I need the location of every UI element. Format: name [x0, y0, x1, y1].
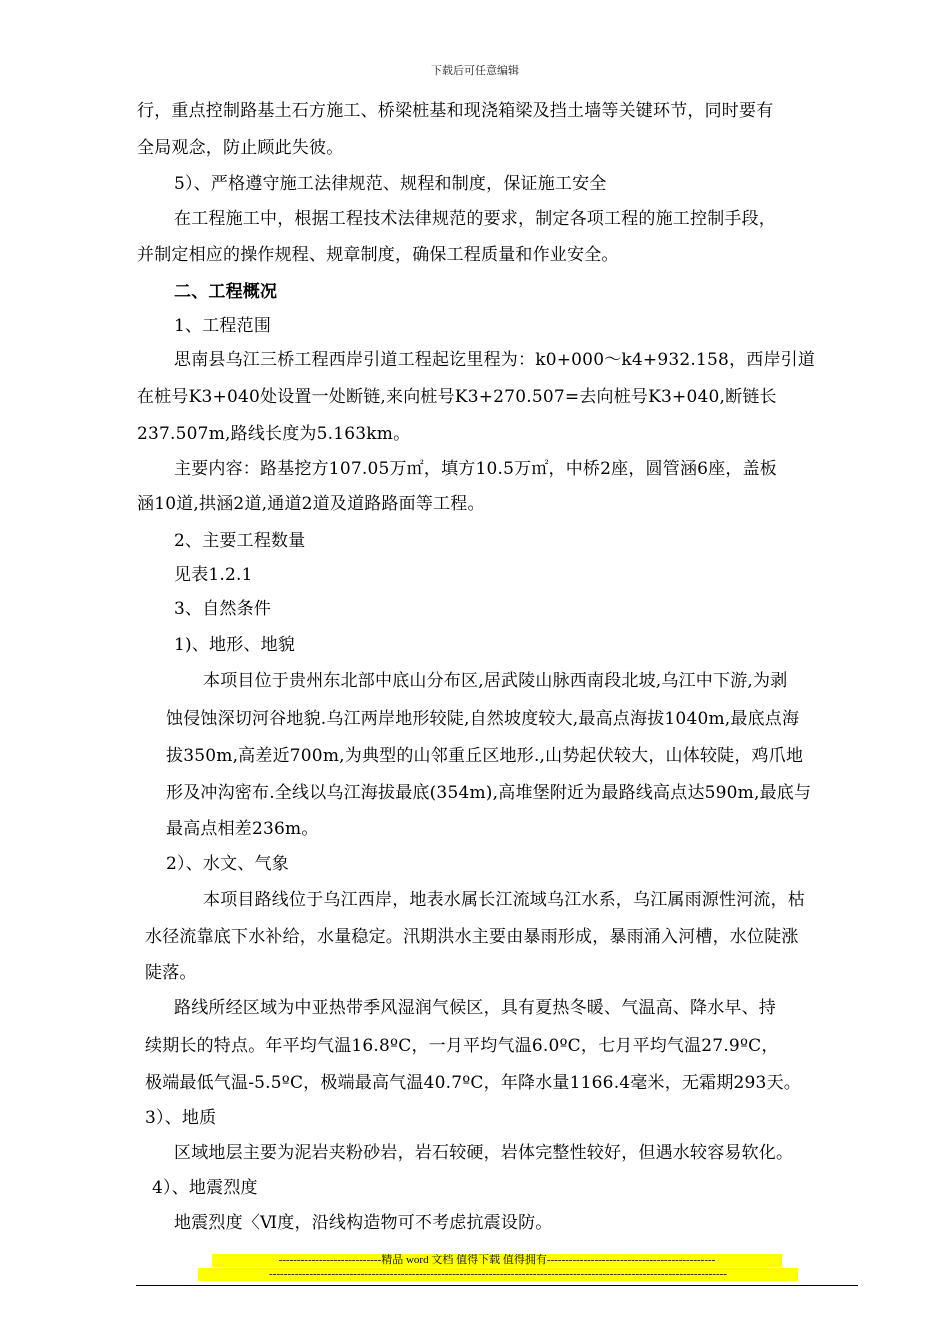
- body-line: 思南县乌江三桥工程西岸引道工程起讫里程为：k0+000～k4+932.158，西岸引道: [174, 350, 816, 370]
- subsection-heading: 2）、水文、气象: [166, 854, 289, 874]
- body-line: 在桩号K3+040处设置一处断链,来向桩号K3+270.507=去向桩号K3+040,断链长: [137, 387, 777, 407]
- body-line: 极端最低气温-5.5ºC，极端最高气温40.7ºC，年降水量1166.4毫米，无霜期293天。: [145, 1073, 801, 1093]
- subsection-heading: 1)、地形、地貌: [174, 635, 296, 655]
- body-line: 拔350m,高差近700m,为典型的山邻重丘区地形.,山势起伏较大，山体较陡，鸡爪地: [166, 746, 804, 766]
- body-line: 地震烈度〈Ⅵ度，沿线构造物可不考虑抗震设防。: [174, 1213, 553, 1233]
- body-line: 续期长的特点。年平均气温16.8ºC，一月平均气温6.0ºC，七月平均气温27.9ºC，: [145, 1036, 779, 1056]
- subsection-heading: 3）、地质: [145, 1108, 217, 1128]
- body-line: 区域地层主要为泥岩夹粉砂岩，岩石较硬，岩体完整性较好，但遇水较容易软化。: [174, 1143, 794, 1163]
- section-heading: 二、工程概况: [174, 282, 278, 302]
- footer-rule: [136, 1285, 858, 1286]
- body-line: 蚀侵蚀深切河谷地貌.乌江两岸地形较陡,自然坡度较大,最高点海拔1040m,最底点海: [166, 709, 800, 729]
- subsection-heading: 2、主要工程数量: [174, 531, 306, 551]
- body-line: 路线所经区域为中亚热带季风湿润气候区，具有夏热冬暖、气温高、降水早、持: [174, 998, 776, 1018]
- body-line: 涵10道,拱涵2道,通道2道及道路路面等工程。: [137, 494, 485, 514]
- body-line: 形及冲沟密布.全线以乌江海拔最底(354m),高堆堡附近为最路线高点达590m,最底与: [166, 783, 812, 803]
- body-line: 见表1.2.1: [174, 565, 253, 585]
- subsection-heading: 4）、地震烈度: [152, 1178, 258, 1198]
- body-line: 行，重点控制路基土石方施工、桥梁桩基和现浇箱梁及挡土墙等关键环节，同时要有: [137, 101, 774, 121]
- body-line: 本项目路线位于乌江西岸，地表水属长江流域乌江水系，乌江属雨源性河流，枯: [203, 890, 805, 910]
- subsection-heading: 3、自然条件: [174, 599, 272, 619]
- header-note: 下载后可任意编辑: [431, 64, 519, 77]
- body-line: 在工程施工中，根据工程技术法律规范的要求，制定各项工程的施工控制手段，: [174, 209, 776, 229]
- footer-dashes: -----------------------------------------------------------------------------------------------------------------------------: [198, 1268, 798, 1281]
- footer-banner: ----------------------------精品 word 文档 值得下载 值得拥有----------------------------------------------: [212, 1254, 782, 1267]
- body-line: 陡落。: [145, 963, 197, 983]
- body-line: 本项目位于贵州东北部中底山分布区,居武陵山脉西南段北坡,乌江中下游,为剥: [203, 671, 788, 691]
- body-line: 水径流靠底下水补给，水量稳定。汛期洪水主要由暴雨形成，暴雨涌入河槽，水位陡涨: [145, 927, 799, 947]
- body-line: 237.507m,路线长度为5.163km。: [137, 424, 411, 444]
- body-line: 主要内容：路基挖方107.05万㎡，填方10.5万㎡，中桥2座，圆管涵6座，盖板: [174, 459, 777, 479]
- body-line: 全局观念，防止顾此失彼。: [137, 138, 344, 158]
- body-line: 最高点相差236m。: [166, 819, 319, 839]
- subsection-heading: 1、工程范围: [174, 316, 272, 336]
- body-line: 5）、严格遵守施工法律规范、规程和制度，保证施工安全: [174, 174, 607, 194]
- body-line: 并制定相应的操作规程、规章制度，确保工程质量和作业安全。: [137, 245, 619, 265]
